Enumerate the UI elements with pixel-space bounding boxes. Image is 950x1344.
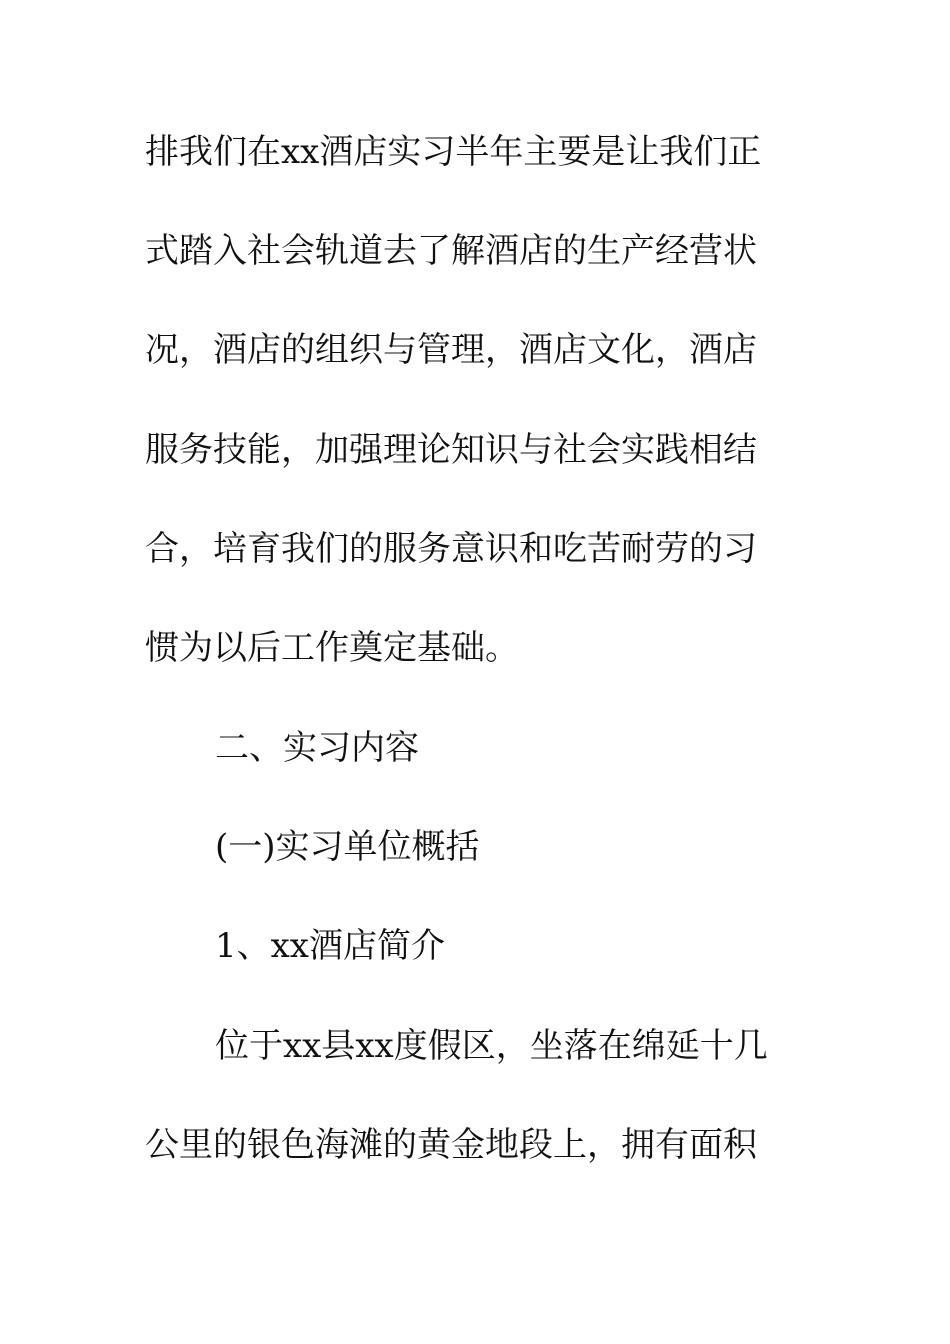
body-text-line: 惯为以后工作奠定基础。 <box>145 628 519 668</box>
body-text-line: 排我们在xx酒店实习半年主要是让我们正 <box>145 132 762 172</box>
subsection-heading: (一)实习单位概括 <box>215 827 480 867</box>
body-text-line: 合，培育我们的服务意识和吃苦耐劳的习 <box>145 529 757 569</box>
section-heading: 二、实习内容 <box>215 728 419 768</box>
body-text-line: 况，酒店的组织与管理，酒店文化，酒店 <box>145 330 757 370</box>
body-text-line: 公里的银色海滩的黄金地段上，拥有面积 <box>145 1125 757 1165</box>
item-heading: 1、xx酒店简介 <box>215 926 445 966</box>
body-text-line: 服务技能，加强理论知识与社会实践相结 <box>145 430 757 470</box>
paragraph-first-line: 位于xx县xx度假区，坐落在绵延十几 <box>215 1026 768 1066</box>
body-text-line: 式踏入社会轨道去了解酒店的生产经营状 <box>145 231 757 271</box>
